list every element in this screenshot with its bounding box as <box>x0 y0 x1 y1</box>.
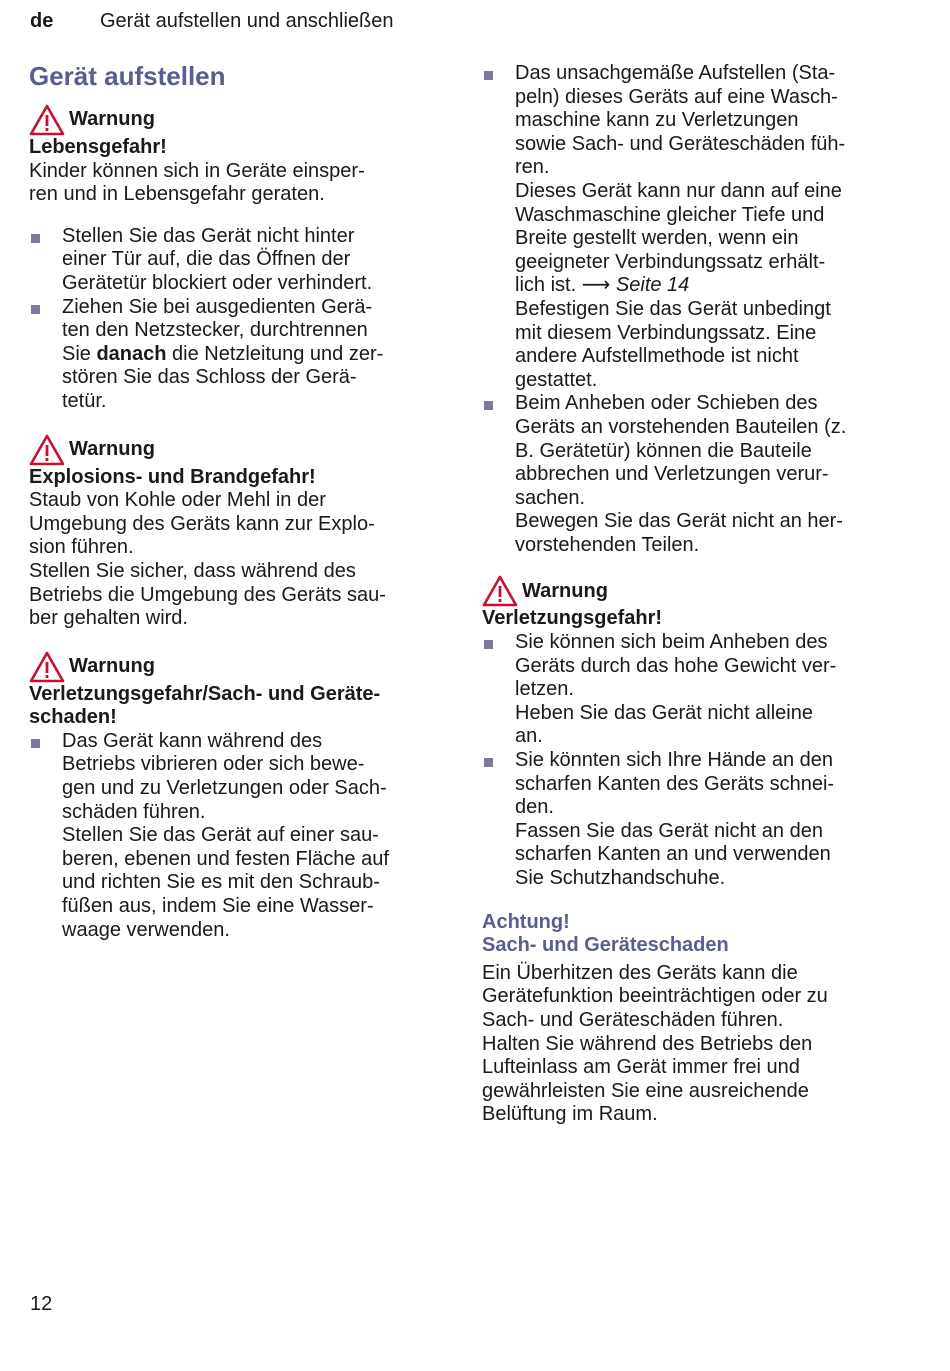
text-line: Umgebung des Geräts kann zur Explo- <box>29 512 375 535</box>
text-line: letzen. <box>515 678 574 701</box>
text-line: ten den Netzstecker, durchtrennen <box>62 319 368 342</box>
text-line: gen und zu Verletzungen oder Sach- <box>62 777 387 800</box>
text-line: an. <box>515 725 543 748</box>
text-line: mit diesem Verbindungssatz. Eine <box>515 321 817 344</box>
page-number: 12 <box>30 1293 53 1315</box>
emphasis-text: danach <box>96 342 167 365</box>
text-line: sion führen. <box>29 536 134 559</box>
text-line: Geräts durch das hohe Gewicht ver- <box>515 654 837 677</box>
arrow-right-icon: ⟶ <box>581 274 611 297</box>
text-line: ren. <box>515 156 550 179</box>
page-reference-link[interactable]: Seite 14 <box>610 274 690 297</box>
list-item <box>29 730 439 942</box>
text-line: Befestigen Sie das Gerät unbedingt <box>515 297 831 320</box>
text-line: tetür. <box>62 389 107 412</box>
text-line: Staub von Kohle oder Mehl in der <box>29 489 326 512</box>
warning-triangle-icon <box>29 651 65 683</box>
warning-heading: Lebensgefahr! <box>29 136 167 158</box>
text-line: Gerätefunktion beeinträchtigen oder zu <box>482 985 828 1008</box>
text-line: Ziehen Sie bei ausgedienten Gerä- <box>62 295 373 318</box>
text-line: Gerätetür blockiert oder verhindert. <box>62 271 373 294</box>
text-line: Das Gerät kann während des <box>62 729 323 752</box>
list-item <box>29 225 439 296</box>
right-column <box>482 62 892 1147</box>
text-line: sachen. <box>515 486 586 509</box>
text-line: beren, ebenen und festen Fläche auf <box>62 847 389 870</box>
text-line: Belüftung im Raum. <box>482 1103 658 1126</box>
text-line: Sie können sich beim Anheben des <box>515 631 828 654</box>
warning-heading: Verletzungsgefahr! <box>482 607 663 630</box>
text-line: maschine kann zu Verletzungen <box>515 109 799 132</box>
text-line: Sie Schutzhandschuhe. <box>515 867 726 889</box>
text-line: füßen aus, indem Sie eine Wasser- <box>62 895 374 918</box>
text-line: Das unsachgemäße Aufstellen (Sta- <box>515 62 836 84</box>
warning-label: Warnung <box>69 437 155 460</box>
page-title: Gerät aufstellen <box>29 61 226 91</box>
text-line: Bewegen Sie das Gerät nicht an her- <box>515 510 843 533</box>
text-line: Fassen Sie das Gerät nicht an den <box>515 819 823 842</box>
text-line: einer Tür auf, die das Öffnen der <box>62 248 351 271</box>
text-line: und richten Sie es mit den Schraub- <box>62 871 380 894</box>
text-line: Stellen Sie das Gerät auf einer sau- <box>62 824 379 847</box>
text-line: scharfen Kanten des Geräts schnei- <box>515 772 835 795</box>
bullet-list <box>482 62 892 557</box>
caution-notice <box>482 911 892 1127</box>
text-line: Breite gestellt werden, wenn ein <box>515 227 799 250</box>
text-line: andere Aufstellmethode ist nicht <box>515 345 799 368</box>
text-line: Stellen Sie sicher, dass während des <box>29 559 356 582</box>
caution-subtitle: Sach- und Geräteschaden <box>482 934 729 957</box>
text-line: Sie könnten sich Ihre Hände an den <box>515 749 833 772</box>
text-line: Kinder können sich in Geräte einsper- <box>29 159 365 182</box>
text-line: peln) dieses Geräts auf eine Wasch- <box>515 85 838 108</box>
text-line: gewährleisten Sie eine ausreichende <box>482 1079 809 1102</box>
warning-triangle-icon <box>29 104 65 136</box>
text-line: Lufteinlass am Gerät immer frei und <box>482 1056 800 1079</box>
list-item <box>482 631 892 749</box>
text-line: Betriebs die Umgebung des Geräts sau- <box>29 583 386 606</box>
text-line: Sach- und Geräteschäden führen. <box>482 1008 784 1031</box>
text-line: sowie Sach- und Geräteschäden füh- <box>515 132 846 155</box>
warning-label: Warnung <box>69 654 155 677</box>
list-item <box>482 749 892 891</box>
text-line: Betriebs vibrieren oder sich bewe- <box>62 753 365 776</box>
text-line: Stellen Sie das Gerät nicht hinter <box>62 224 355 247</box>
list-item <box>482 62 892 392</box>
text-line: Ein Überhitzen des Geräts kann die <box>482 961 798 984</box>
warning-explosion <box>29 434 439 631</box>
warning-body <box>29 489 439 631</box>
list-item <box>482 392 892 557</box>
left-column <box>29 60 439 962</box>
warning-triangle-icon <box>482 575 518 607</box>
text-line: den. <box>515 796 554 819</box>
text-line: geeigneter Verbindungssatz erhält- <box>515 250 826 273</box>
text-line: vorstehenden Teilen. <box>515 533 700 556</box>
text-line: abbrechen und Verletzungen verur- <box>515 463 829 486</box>
text-line: Heben Sie das Gerät nicht alleine <box>515 701 813 724</box>
page-header <box>30 8 394 34</box>
bullet-list <box>482 631 892 891</box>
text-line: B. Gerätetür) können die Bauteile <box>515 439 812 462</box>
warning-lebensgefahr <box>29 104 439 414</box>
text-line: scharfen Kanten an und verwenden <box>515 843 831 866</box>
bullet-list <box>29 225 439 414</box>
text-line: Halten Sie während des Betriebs den <box>482 1032 813 1055</box>
warning-heading: Verletzungsgefahr/Sach- und Geräte- schaden! <box>29 682 381 729</box>
text-line: Beim Anheben oder Schieben des <box>515 392 818 415</box>
warning-heading: Explosions- und Brandgefahr! <box>29 465 316 488</box>
text-line: Sie danach die Netzleitung und zer- <box>62 342 384 365</box>
bullet-list <box>29 730 439 942</box>
caution-body <box>482 962 892 1127</box>
section-title: Gerät aufstellen und anschließen <box>100 10 394 32</box>
text-line: waage verwenden. <box>62 918 230 941</box>
text-line: Dieses Gerät kann nur dann auf eine <box>515 179 842 202</box>
caution-title: Achtung! <box>482 910 570 933</box>
text-line: stören Sie das Schloss der Gerä- <box>62 366 357 389</box>
warning-triangle-icon <box>29 434 65 466</box>
language-code: de <box>30 10 54 32</box>
list-item <box>29 296 439 414</box>
text-line: schäden führen. <box>62 800 206 823</box>
text-line: ber gehalten wird. <box>29 607 188 630</box>
warning-intro <box>29 160 439 207</box>
text-line: ren und in Lebensgefahr geraten. <box>29 183 325 206</box>
warning-verletzungsgefahr <box>482 575 892 890</box>
text-line: lich ist. ⟶ Seite 14 <box>515 274 690 297</box>
text-line: Waschmaschine gleicher Tiefe und <box>515 203 825 226</box>
warning-verletzung-sachschaden <box>29 651 439 943</box>
text-line: Geräts an vorstehenden Bauteilen (z. <box>515 415 847 438</box>
warning-label: Warnung <box>522 579 608 602</box>
warning-label: Warnung <box>69 108 155 131</box>
text-line: gestattet. <box>515 368 598 391</box>
